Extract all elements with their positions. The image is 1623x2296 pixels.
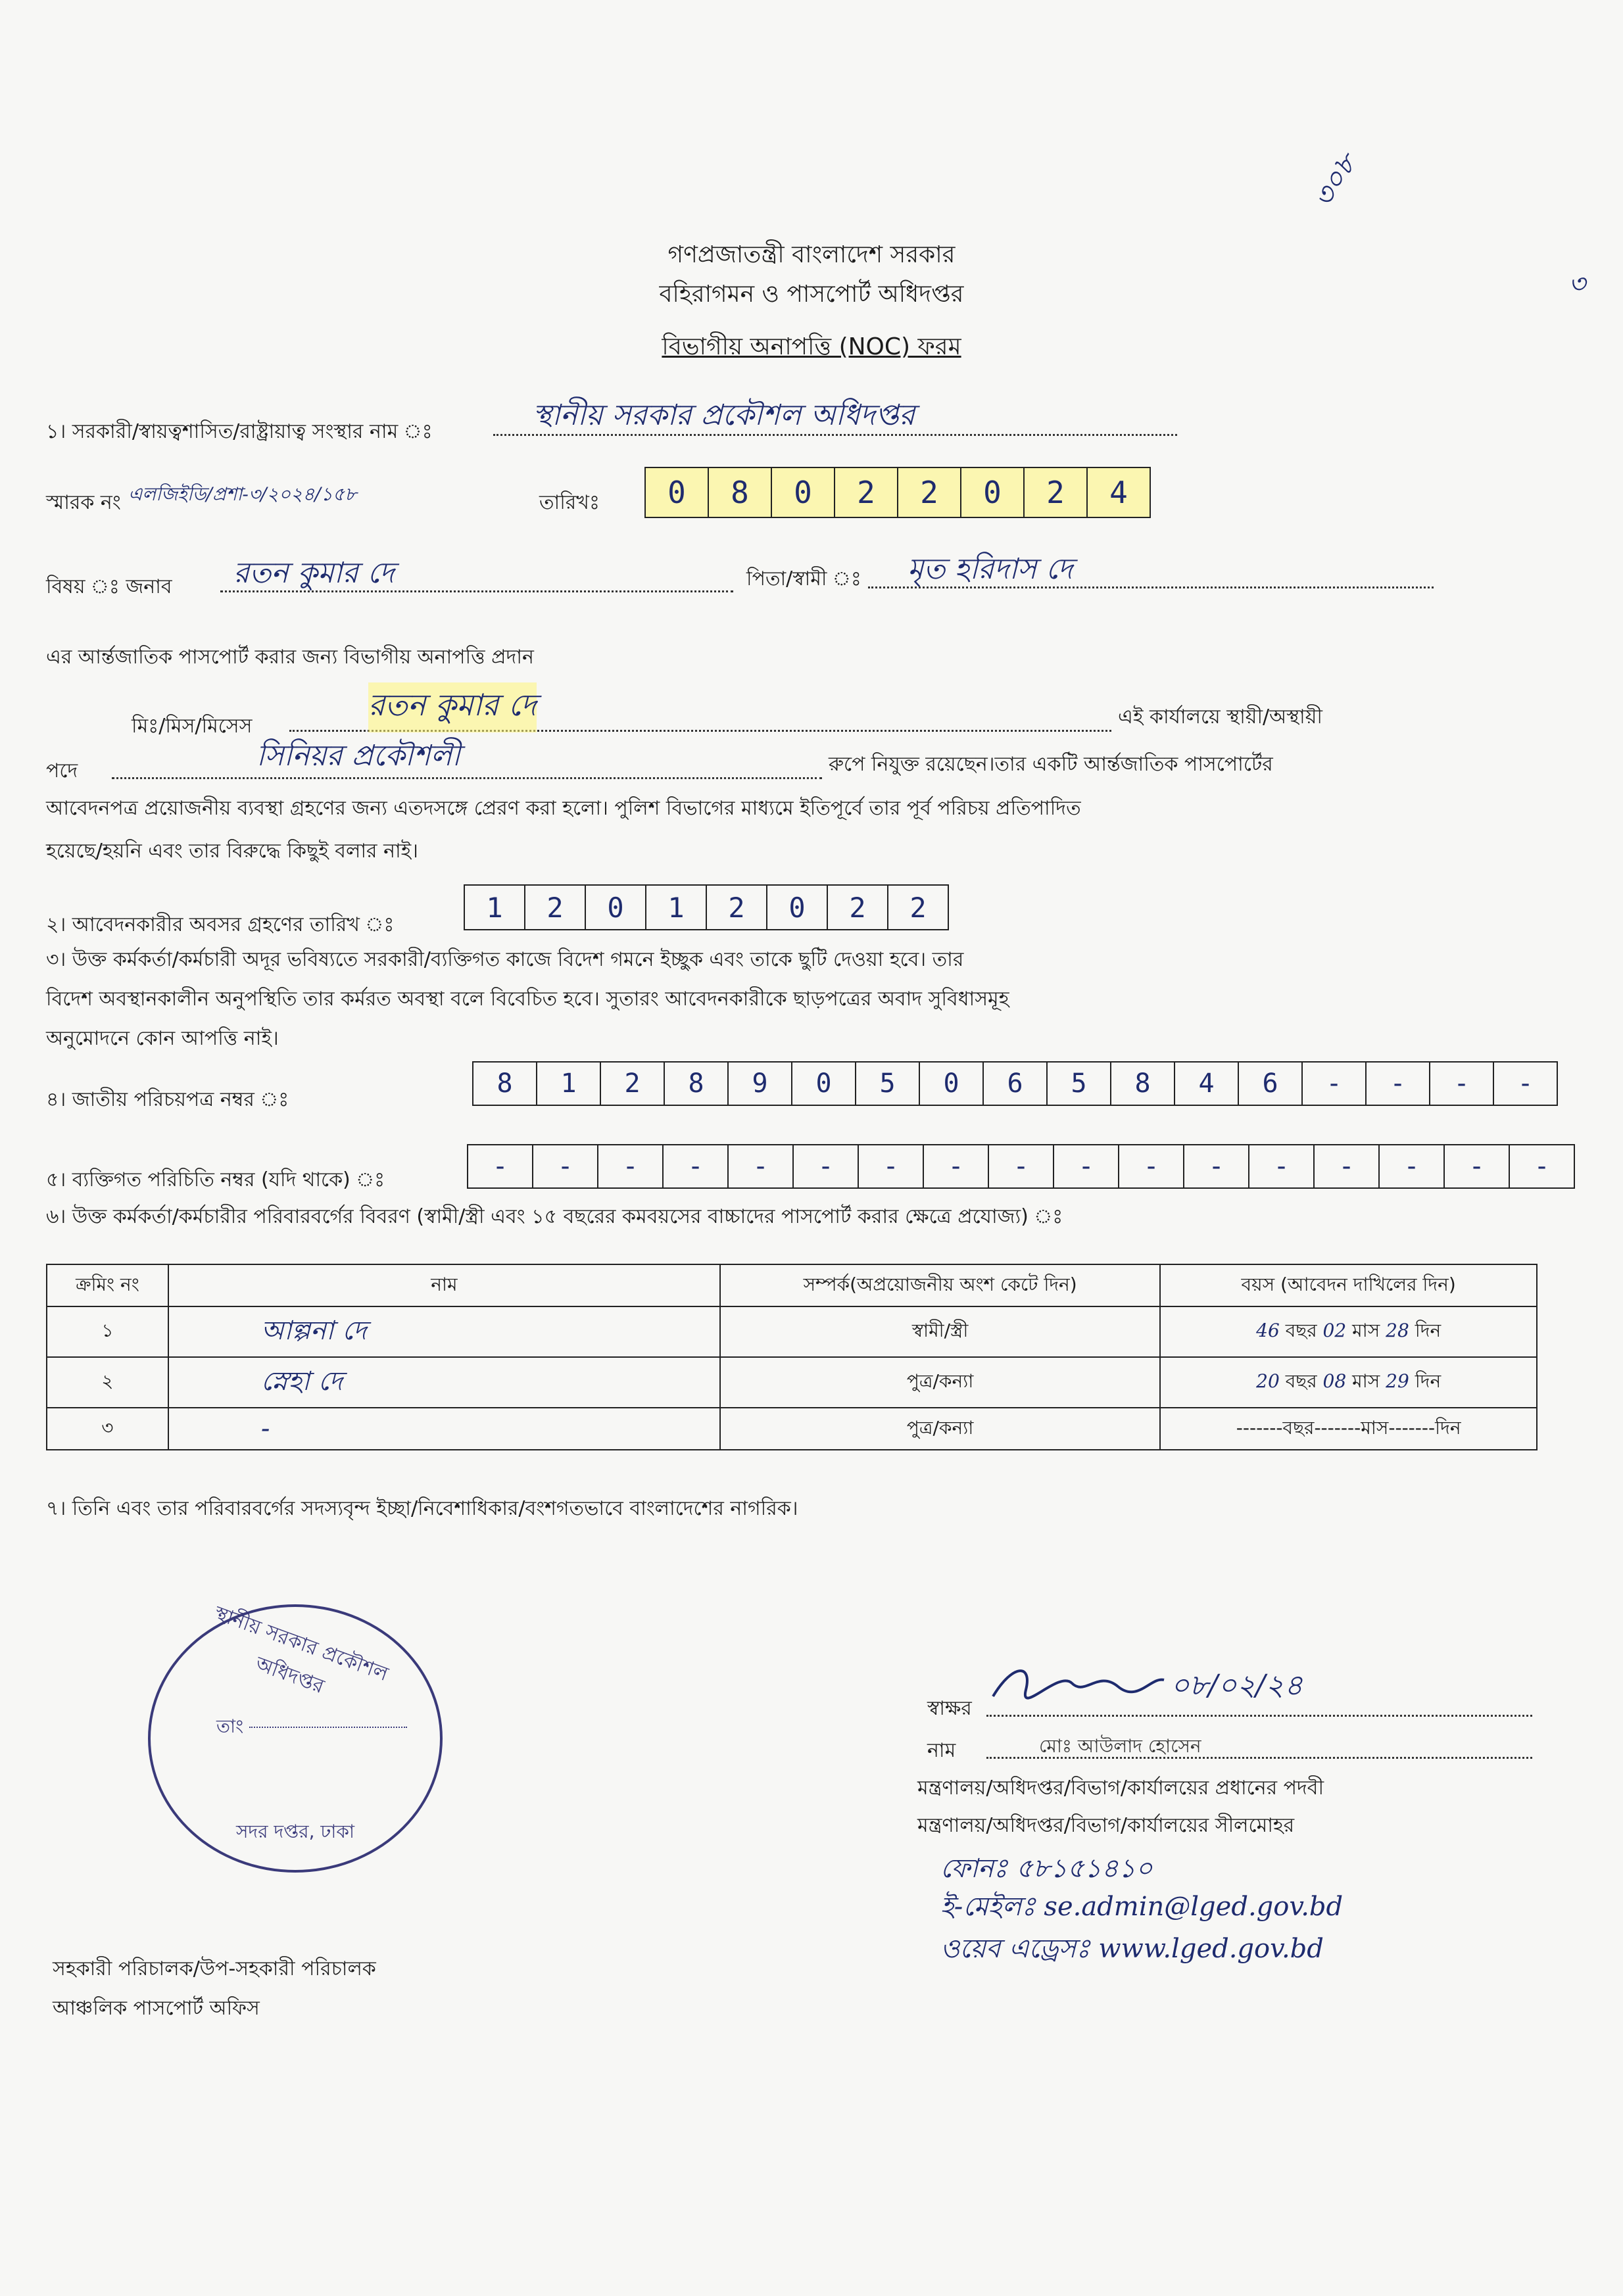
digit-box: - <box>598 1145 664 1187</box>
row-relation: পুত্র/কন্যা <box>720 1357 1160 1408</box>
digit-box: 2 <box>707 886 767 929</box>
post-value: সিনিয়র প্রকৌশলী <box>256 739 460 773</box>
row-serial: ৩ <box>47 1408 168 1450</box>
memo-field <box>128 476 605 509</box>
digit-box: 8 <box>709 468 772 517</box>
digit-box: - <box>1517 1068 1534 1099</box>
digit-box: 2 <box>898 468 961 517</box>
digit-box: 2 <box>601 1063 665 1105</box>
digit-box: 0 <box>646 468 709 517</box>
row-age: -------বছর-------মাস-------দিন <box>1160 1408 1537 1450</box>
col-serial: ক্রমিং নং <box>47 1264 168 1306</box>
age-years: 46 <box>1256 1320 1280 1341</box>
seal-bottom-text: সদর দপ্তর, ঢাকা <box>235 1821 355 1842</box>
digit-box: 6 <box>1239 1063 1303 1105</box>
retirement-date-boxes <box>464 884 949 930</box>
row-serial: ২ <box>47 1357 168 1408</box>
memo-value: এলজিইডি/প্রশা-৩/২০২৪/১৫৮ <box>128 483 357 505</box>
row-relation: স্বামী/স্ত্রী <box>720 1306 1160 1357</box>
para-line4: হয়েছে/হয়নি এবং তার বিরুদ্ধে কিছুই বলার নাই। <box>46 840 419 863</box>
sign-label: স্বাক্ষর <box>927 1697 972 1720</box>
digit-box: 5 <box>1048 1063 1111 1105</box>
digit-box: 0 <box>792 1063 856 1105</box>
item6-label: ৬। উক্ত কর্মকর্তা/কর্মচারীর পরিবারবর্গের বিবরণ (স্বামী/স্ত্রী এবং ১৫ বছরের কমবয়সের বাচ্চাদের পাসপোর্ট করার ক্ষেত্রে প্রযোজ্য) ঃ <box>46 1205 1063 1228</box>
row-relation: পুত্র/কন্যা <box>720 1408 1160 1450</box>
row-name: আল্পনা দে <box>260 1316 367 1346</box>
para-line3: আবেদনপত্র প্রয়োজনীয় ব্যবস্থা গ্রহণের জন্য এতদসঙ্গে প্রেরণ করা হলো। পুলিশ বিভাগের মাধ্যমে ইতিপূর্বে তার পূর্ব পরিচয় প্রতিপাদিত <box>46 797 1081 820</box>
digit-box: - <box>1445 1145 1510 1187</box>
seal-date-line <box>249 1727 407 1728</box>
age-months: 02 <box>1322 1320 1347 1341</box>
memo-label: স্মারক নং <box>46 491 121 514</box>
item1-field <box>493 398 1177 436</box>
nid-boxes <box>472 1061 1558 1106</box>
table-row <box>47 1357 1537 1408</box>
digit-box: 2 <box>1025 468 1088 517</box>
age-year-unit: বছর <box>1282 1416 1315 1439</box>
subject-label: বিষয় ঃ জনাব <box>46 575 172 598</box>
digit-box: - <box>1534 1151 1550 1182</box>
seal-label: মন্ত্রণালয়/অধিদপ্তর/বিভাগ/কার্যালয়ের সীলমোহর <box>917 1814 1295 1837</box>
col-age: বয়স (আবেদন দাখিলের দিন) <box>1160 1264 1537 1306</box>
age-days: 29 <box>1386 1370 1409 1392</box>
memo-date-label: তারিখঃ <box>539 491 600 514</box>
age-month-unit: মাস <box>1361 1416 1389 1439</box>
item3-line3: অনুমোদনে কোন আপত্তি নাই। <box>46 1027 279 1050</box>
page-mark: ৩০৮ <box>1306 148 1364 214</box>
age-day-unit: দিন <box>1415 1370 1441 1392</box>
digit-box: - <box>794 1145 859 1187</box>
phone: ফোনঃ ৫৮১৫১৪১০ <box>940 1854 1153 1884</box>
header-department: বহিরাগমন ও পাসপোর্ট অধিদপ্তর <box>659 281 964 308</box>
col-relation: সম্পর্ক(অপ্রয়োজনীয় অংশ কেটে দিন) <box>720 1264 1160 1306</box>
officer-name: মোঃ আউলাদ হোসেন <box>1039 1735 1201 1757</box>
header-government: গণপ্রজাতন্ত্রী বাংলাদেশ সরকার <box>667 241 956 268</box>
father-field <box>868 552 1434 588</box>
sign-field <box>986 1669 1532 1717</box>
digit-box: - <box>1054 1145 1119 1187</box>
digit-box: 0 <box>961 468 1025 517</box>
designation-label: মন্ত্রণালয়/অধিদপ্তর/বিভাগ/কার্যালয়ের প্রধানের পদবী <box>917 1777 1324 1800</box>
age-year-unit: বছর <box>1285 1370 1317 1392</box>
digit-box: - <box>1303 1063 1367 1105</box>
name-field <box>986 1732 1532 1759</box>
website: ওয়েব এড্রেসঃ www.lged.gov.bd <box>940 1934 1324 1964</box>
row-serial: ১ <box>47 1306 168 1357</box>
table-row <box>47 1408 1537 1450</box>
digit-box: - <box>989 1145 1054 1187</box>
item3-line1: ৩। উক্ত কর্মকর্তা/কর্মচারী অদূর ভবিষ্যতে সরকারী/ব্যক্তিগত কাজে বিদেশ গমনে ইচ্ছুক এবং তাকে ছুটি দেওয়া হবে। তার <box>46 948 964 971</box>
digit-box: - <box>533 1145 598 1187</box>
age-month-unit: মাস <box>1352 1320 1380 1341</box>
family-table <box>46 1264 1538 1450</box>
footer-line1: সহকারী পরিচালক/উপ-সহকারী পরিচালক <box>53 1957 376 1980</box>
digit-box: - <box>1184 1145 1249 1187</box>
digit-box: 8 <box>1111 1063 1175 1105</box>
corner-mark: ৩ <box>1568 269 1586 299</box>
seal-date-label: তাং <box>216 1715 244 1737</box>
digit-box: 5 <box>856 1063 920 1105</box>
digit-box: - <box>1249 1145 1315 1187</box>
digit-box: 4 <box>1109 475 1128 510</box>
item2-label: ২। আবেদনকারীর অবসর গ্রহণের তারিখ ঃ <box>46 913 395 936</box>
item1-value: স্থানীয় সরকার প্রকৌশল অধিদপ্তর <box>533 398 915 432</box>
row-age <box>1160 1306 1537 1357</box>
digit-box: - <box>664 1145 729 1187</box>
age-day-unit: দিন <box>1415 1320 1441 1341</box>
noc-text: এর আর্ন্তজাতিক পাসপোর্ট করার জন্য বিভাগীয় অনাপত্তি প্রদান <box>46 646 534 669</box>
digit-box: 0 <box>920 1063 984 1105</box>
post-text: রুপে নিযুক্ত রয়েছেন।তার একটি আর্ন্তজাতিক পাসপোর্টের <box>829 753 1273 776</box>
item5-label: ৫। ব্যক্তিগত পরিচিতি নম্বর (যদি থাকে) ঃ <box>46 1168 385 1191</box>
office-seal <box>148 1604 443 1873</box>
father-label: পিতা/স্বামী ঃ <box>746 567 861 590</box>
post-label: পদে <box>46 759 78 782</box>
age-months: 08 <box>1322 1370 1347 1392</box>
digit-box: 8 <box>665 1063 729 1105</box>
item7-text: ৭। তিনি এবং তার পরিবারবর্গের সদস্যবৃন্দ ইচ্ছা/নিবেশাধিকার/বংশগতভাবে বাংলাদেশের নাগরিক। <box>46 1497 798 1520</box>
digit-box: 6 <box>984 1063 1048 1105</box>
digit-box: 2 <box>525 886 586 929</box>
memo-date-boxes <box>644 467 1151 518</box>
digit-box: - <box>859 1145 924 1187</box>
age-days: 28 <box>1386 1320 1409 1341</box>
age-year-unit: বছর <box>1285 1320 1317 1341</box>
digit-box: 0 <box>586 886 646 929</box>
item1-label: ১। সরকারী/স্বায়ত্বশাসিত/রাষ্ট্রায়াত্ব সংস্থার নাম ঃ <box>46 420 433 443</box>
row-name: - <box>260 1414 270 1444</box>
age-month-unit: মাস <box>1352 1370 1380 1392</box>
digit-box: - <box>1367 1063 1430 1105</box>
mr-label: মিঃ/মিস/মিসেস <box>132 715 253 738</box>
subject-name-field <box>220 556 733 592</box>
digit-box: 2 <box>835 468 898 517</box>
personal-id-boxes <box>467 1144 1575 1189</box>
item3-line2: বিদেশ অবস্থানকালীন অনুপস্থিতি তার কর্মরত অবস্থা বলে বিবেচিত হবে। সুতারং আবেদনকারীকে ছাড়পত্রের অবাদ সুবিধাসমূহ <box>46 988 1009 1011</box>
digit-box: 2 <box>909 891 927 924</box>
digit-box: 1 <box>537 1063 601 1105</box>
table-row <box>47 1306 1537 1357</box>
sign-date: ০৮/০২/২৪ <box>1171 1669 1303 1702</box>
col-name: নাম <box>168 1264 720 1306</box>
item4-label: ৪। জাতীয় পরিচয়পত্র নম্বর ঃ <box>46 1088 289 1111</box>
seal-text: স্থানীয় সরকার প্রকৌশল অধিদপ্তর <box>211 1602 391 1698</box>
mr-value: রতন কুমার দে <box>368 682 537 732</box>
subject-name: রতন কুমার দে <box>233 556 395 590</box>
email: ই-মেইলঃ se.admin@lged.gov.bd <box>940 1892 1344 1922</box>
post-field <box>112 739 822 779</box>
digit-box: - <box>1315 1145 1380 1187</box>
digit-box: 9 <box>729 1063 792 1105</box>
father-name: মৃত হরিদাস দে <box>908 552 1073 586</box>
digit-box: 4 <box>1175 1063 1239 1105</box>
age-years: 20 <box>1256 1370 1280 1392</box>
footer-line2: আঞ্চলিক পাসপোর্ট অফিস <box>53 1997 260 2020</box>
digit-box: - <box>729 1145 794 1187</box>
name-label: নাম <box>927 1739 956 1762</box>
mr-field <box>289 687 1111 732</box>
digit-box: - <box>1119 1145 1184 1187</box>
digit-box: 0 <box>767 886 828 929</box>
row-age <box>1160 1357 1537 1408</box>
signature-scribble <box>986 1657 1171 1710</box>
digit-box: 0 <box>772 468 835 517</box>
office-text: এই কার্যালয়ে স্থায়ী/অস্থায়ী <box>1118 706 1322 729</box>
digit-box: 8 <box>473 1063 537 1105</box>
digit-box: 2 <box>828 886 888 929</box>
form-title: বিভাগীয় অনাপত্তি (NOC) ফরম <box>662 333 961 360</box>
digit-box: - <box>924 1145 989 1187</box>
digit-box: - <box>1430 1063 1494 1105</box>
digit-box: 1 <box>465 886 525 929</box>
row-name: স্নেহা দে <box>260 1366 343 1397</box>
digit-box: - <box>468 1145 533 1187</box>
digit-box: 1 <box>646 886 707 929</box>
digit-box: - <box>1380 1145 1445 1187</box>
age-day-unit: দিন <box>1435 1416 1461 1439</box>
